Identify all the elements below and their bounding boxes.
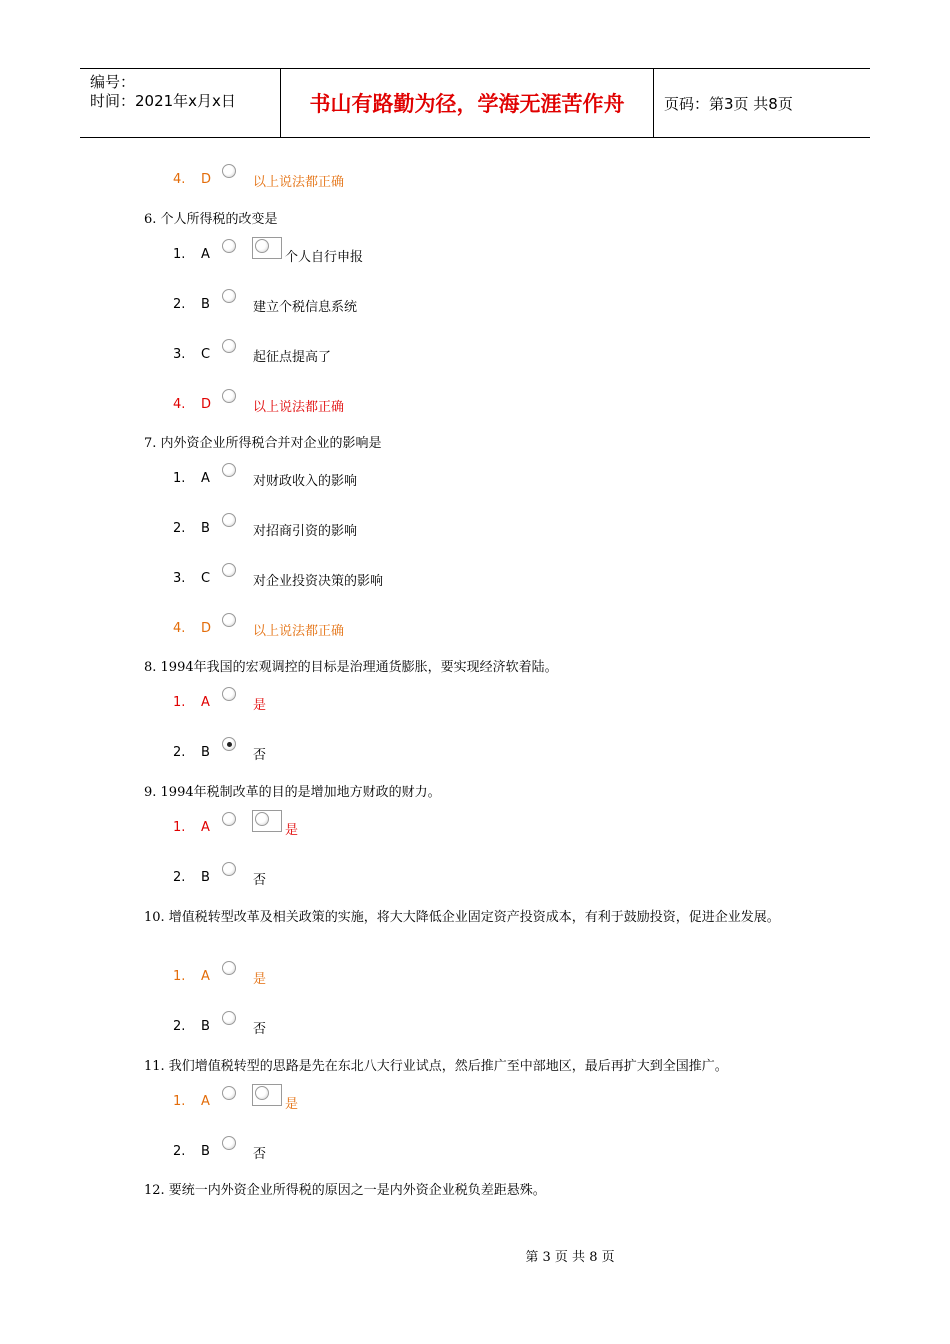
- answer-marker-box: [252, 1084, 282, 1106]
- question-9-title: 9. 1994年税制改革的目的是增加地方财政的财力。: [144, 785, 441, 800]
- option-q6-b[interactable]: [173, 295, 673, 317]
- option-q7-d[interactable]: [173, 619, 673, 641]
- radio-button[interactable]: [222, 1011, 236, 1025]
- radio-button[interactable]: [222, 289, 236, 303]
- option-text: 以上说法都正确: [253, 400, 345, 415]
- option-q8-b[interactable]: [173, 743, 673, 765]
- radio-button[interactable]: [222, 613, 236, 627]
- option-number: 1.: [173, 247, 186, 262]
- option-letter: B: [201, 870, 210, 885]
- radio-button[interactable]: [222, 812, 236, 826]
- radio-button-checked[interactable]: [222, 737, 236, 751]
- option-text: 是: [253, 972, 267, 987]
- option-number: 1.: [173, 471, 186, 486]
- radio-button[interactable]: [222, 513, 236, 527]
- option-q6-d[interactable]: [173, 395, 673, 417]
- option-number: 2.: [173, 870, 186, 885]
- option-number: 1.: [173, 695, 186, 710]
- option-number: 2.: [173, 297, 186, 312]
- option-text: 否: [253, 1147, 267, 1162]
- radio-button[interactable]: [222, 1086, 236, 1100]
- option-letter: D: [201, 621, 212, 636]
- radio-button[interactable]: [222, 164, 236, 178]
- answer-marker-box: [252, 237, 282, 259]
- option-q7-a[interactable]: [173, 469, 673, 491]
- option-letter: D: [201, 397, 212, 412]
- option-letter: A: [201, 471, 210, 486]
- option-text: 对企业投资决策的影响: [253, 574, 384, 589]
- option-q10-a[interactable]: [173, 967, 673, 989]
- option-q8-a[interactable]: [173, 693, 673, 715]
- option-number: 1.: [173, 820, 186, 835]
- option-text: 以上说法都正确: [253, 175, 345, 190]
- option-q10-b[interactable]: [173, 1017, 673, 1039]
- option-q9-a[interactable]: [173, 818, 673, 840]
- option-text: 否: [253, 1022, 267, 1037]
- option-text: 是: [253, 698, 267, 713]
- option-text: 否: [253, 748, 267, 763]
- question-12-title: 12. 要统一内外资企业所得税的原因之一是内外资企业税负差距悬殊。: [144, 1183, 546, 1198]
- option-text: 对财政收入的影响: [253, 474, 358, 489]
- option-number: 3.: [173, 571, 186, 586]
- radio-button[interactable]: [222, 563, 236, 577]
- radio-button[interactable]: [222, 862, 236, 876]
- option-letter: B: [201, 1019, 210, 1034]
- question-10-title: 10. 增值税转型改革及相关政策的实施，将大大降低企业固定资产投资成本，有利于鼓励投资，促进企业发展。: [144, 910, 780, 925]
- option-letter: C: [201, 571, 211, 586]
- radio-button[interactable]: [222, 1136, 236, 1150]
- option-letter: A: [201, 1094, 210, 1109]
- option-q5-d[interactable]: [173, 170, 673, 192]
- option-q7-c[interactable]: [173, 569, 673, 591]
- radio-button[interactable]: [222, 687, 236, 701]
- option-text: 个人自行申报: [285, 250, 364, 265]
- radio-button[interactable]: [222, 961, 236, 975]
- option-letter: B: [201, 1144, 210, 1159]
- option-number: 3.: [173, 347, 186, 362]
- option-q7-b[interactable]: [173, 519, 673, 541]
- option-letter: A: [201, 247, 210, 262]
- radio-button[interactable]: [222, 239, 236, 253]
- option-letter: A: [201, 695, 210, 710]
- option-text: 是: [285, 1097, 299, 1112]
- radio-button[interactable]: [222, 339, 236, 353]
- option-q6-c[interactable]: [173, 345, 673, 367]
- option-letter: C: [201, 347, 211, 362]
- option-number: 4.: [173, 621, 186, 636]
- option-letter: D: [201, 172, 212, 187]
- answer-marker-box: [252, 810, 282, 832]
- marker-radio-icon: [255, 812, 269, 826]
- header-page-number: 页码：第3页 共8页: [664, 94, 793, 113]
- option-number: 4.: [173, 172, 186, 187]
- page-footer: 第 3 页 共 8 页: [525, 1250, 615, 1265]
- option-number: 2.: [173, 1019, 186, 1034]
- option-number: 2.: [173, 745, 186, 760]
- document-time-label: 时间：2021年x月x日: [90, 92, 236, 110]
- option-q11-a[interactable]: [173, 1092, 673, 1114]
- question-6-title: 6. 个人所得税的改变是: [144, 212, 278, 227]
- document-number-label: 编号：: [90, 73, 136, 91]
- option-number: 2.: [173, 521, 186, 536]
- option-number: 4.: [173, 397, 186, 412]
- option-number: 2.: [173, 1144, 186, 1159]
- marker-radio-icon: [255, 239, 269, 253]
- header-motto: 书山有路勤为径，学海无涯苦作舟: [309, 91, 625, 116]
- question-11-title: 11. 我们增值税转型的思路是先在东北八大行业试点，然后推广至中部地区，最后再扩大到全国推广。: [144, 1059, 728, 1074]
- option-q9-b[interactable]: [173, 868, 673, 890]
- option-text: 对招商引资的影响: [253, 524, 358, 539]
- option-text: 是: [285, 823, 299, 838]
- question-7-title: 7. 内外资企业所得税合并对企业的影响是: [144, 436, 382, 451]
- option-letter: B: [201, 745, 210, 760]
- option-letter: A: [201, 820, 210, 835]
- radio-button[interactable]: [222, 463, 236, 477]
- option-q6-a[interactable]: [173, 245, 673, 267]
- question-8-title: 8. 1994年我国的宏观调控的目标是治理通货膨胀，要实现经济软着陆。: [144, 660, 558, 675]
- option-letter: B: [201, 521, 210, 536]
- option-letter: A: [201, 969, 210, 984]
- option-text: 否: [253, 873, 267, 888]
- radio-button[interactable]: [222, 389, 236, 403]
- option-q11-b[interactable]: [173, 1142, 673, 1164]
- option-number: 1.: [173, 969, 186, 984]
- option-number: 1.: [173, 1094, 186, 1109]
- option-letter: B: [201, 297, 210, 312]
- option-text: 建立个税信息系统: [253, 300, 358, 315]
- marker-radio-icon: [255, 1086, 269, 1100]
- option-text: 起征点提高了: [253, 350, 332, 365]
- option-text: 以上说法都正确: [253, 624, 345, 639]
